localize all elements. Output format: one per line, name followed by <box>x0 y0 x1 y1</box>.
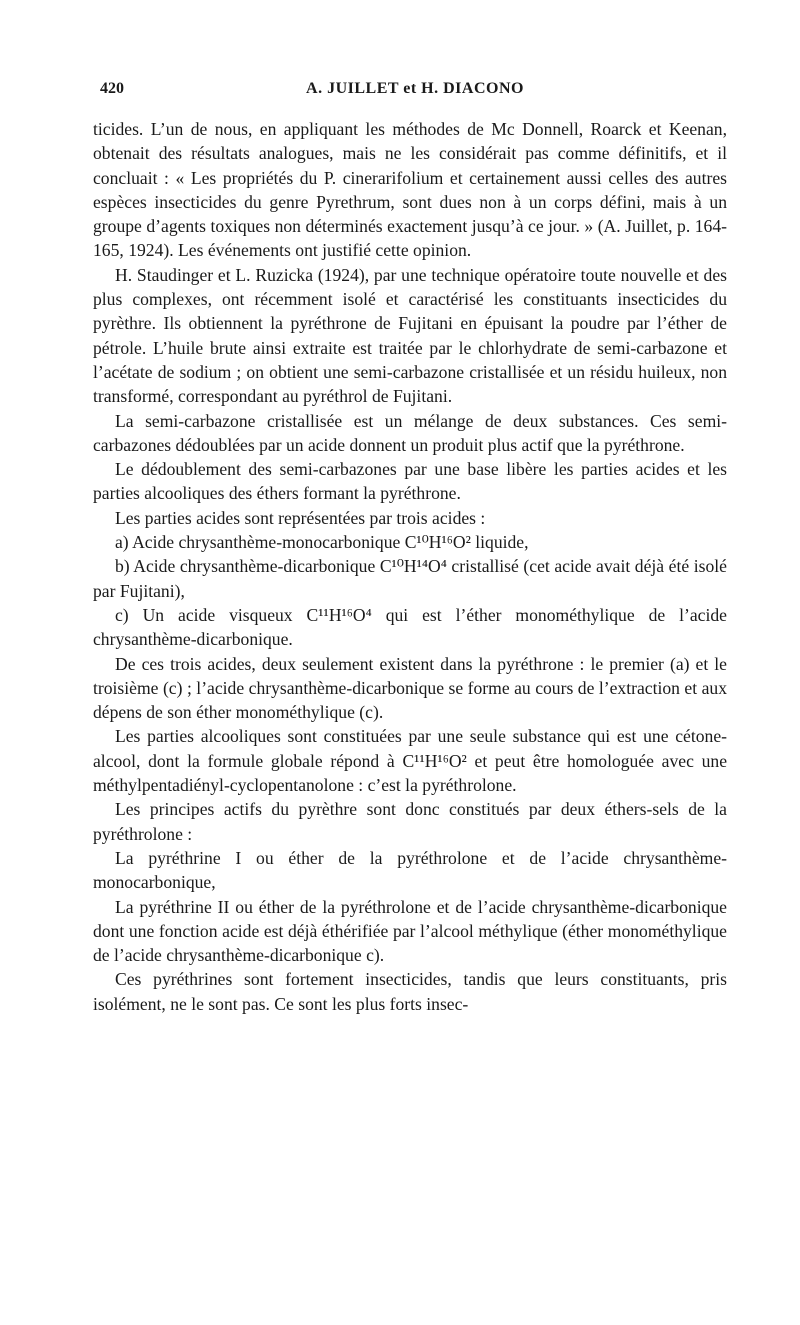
list-item: c) Un acide visqueux C¹¹H¹⁶O⁴ qui est l’éther monométhylique de l’acide chrysanthème-dicarbonique. <box>93 604 727 650</box>
paragraph: Les parties acides sont représentées par trois acides : <box>115 507 486 528</box>
paragraph: Les principes actifs du pyrèthre sont donc constitués par deux éthers-sels de la pyréthrolone : <box>93 799 727 844</box>
running-header <box>100 80 730 104</box>
paragraph: La semi-carbazone cristallisée est un mélange de deux substances. Ces semi-carbazones dédoublées par un acide donnent un produit plus actif que la pyréthrone. <box>93 410 727 455</box>
page-number: 420 <box>100 80 124 97</box>
list-item: La pyréthrine I ou éther de la pyréthrolone et de l’acide chrysanthème-monocarbonique, <box>93 847 727 893</box>
paragraph: Ces pyréthrines sont fortement insecticides, tandis que leurs constituants, pris isolément, ne le sont pas. Ce sont les plus forts insec- <box>93 969 727 1014</box>
list-item: La pyréthrine II ou éther de la pyréthrolone et de l’acide chrysanthème-dicarbonique dont une fonction acide est déjà éthérifiée par l’alcool méthylique (éther monométhylique de l’acide chrysanthème-dicarbonique c). <box>93 896 727 966</box>
body-text <box>93 117 727 1016</box>
list-item: a) Acide chrysanthème-monocarbonique C¹⁰H¹⁶O² liquide, <box>115 532 529 553</box>
paragraph: H. Staudinger et L. Ruzicka (1924), par une technique opératoire toute nouvelle et des plus complexes, ont récemment isolé et caractérisé les constituants insecticides du pyrèthre. Ils obtiennent la pyréthrone de Fujitani en épuisant la poudre par l’éther de pétrole. L’huile brute ainsi extraite est traitée par le chlorhydrate de semi-carbazone et l’acétate de sodium ; on obtient une semi-carbazone cristallisée et un résidu huileux, non transformé, correspondant au pyréthrol de Fujitani. <box>93 264 727 407</box>
paragraph: Les parties alcooliques sont constituées par une seule substance qui est une cétone-alcool, dont la formule globale répond à C¹¹H¹⁶O² et peut être homologuée avec une méthylpentadiényl-cyclopentanolone : c’est la pyréthrolone. <box>93 726 727 796</box>
list-item: b) Acide chrysanthème-dicarbonique C¹⁰H¹⁴O⁴ cristallisé (cet acide avait déjà été isolé par Fujitani), <box>93 556 727 601</box>
running-title: A. JUILLET et H. DIACONO <box>306 80 524 97</box>
paragraph: Le dédoublement des semi-carbazones par une base libère les parties acides et les parties alcooliques des éthers formant la pyréthrone. <box>93 459 727 504</box>
paragraph: ticides. L’un de nous, en appliquant les méthodes de Mc Donnell, Roarck et Keenan, obtenait des résultats analogues, mais ne les considérait pas comme définitifs, et il concluait : « Les propriétés du P. cinerarifolium et certainement aussi celles des autres espèces insecticides du genre Pyrethrum, sont dues non à un corps défini, mais à un groupe d’agents toxiques non déterminés exactement jusqu’à ce jour. » (A. Juillet, p. 164-165, 1924). Les événements ont justifié cette opinion. <box>93 119 727 261</box>
paragraph: De ces trois acides, deux seulement existent dans la pyréthrone : le premier (a) et le troisième (c) ; l’acide chrysanthème-dicarbonique se forme au cours de l’extraction et aux dépens de son éther monométhylique (c). <box>93 653 727 723</box>
